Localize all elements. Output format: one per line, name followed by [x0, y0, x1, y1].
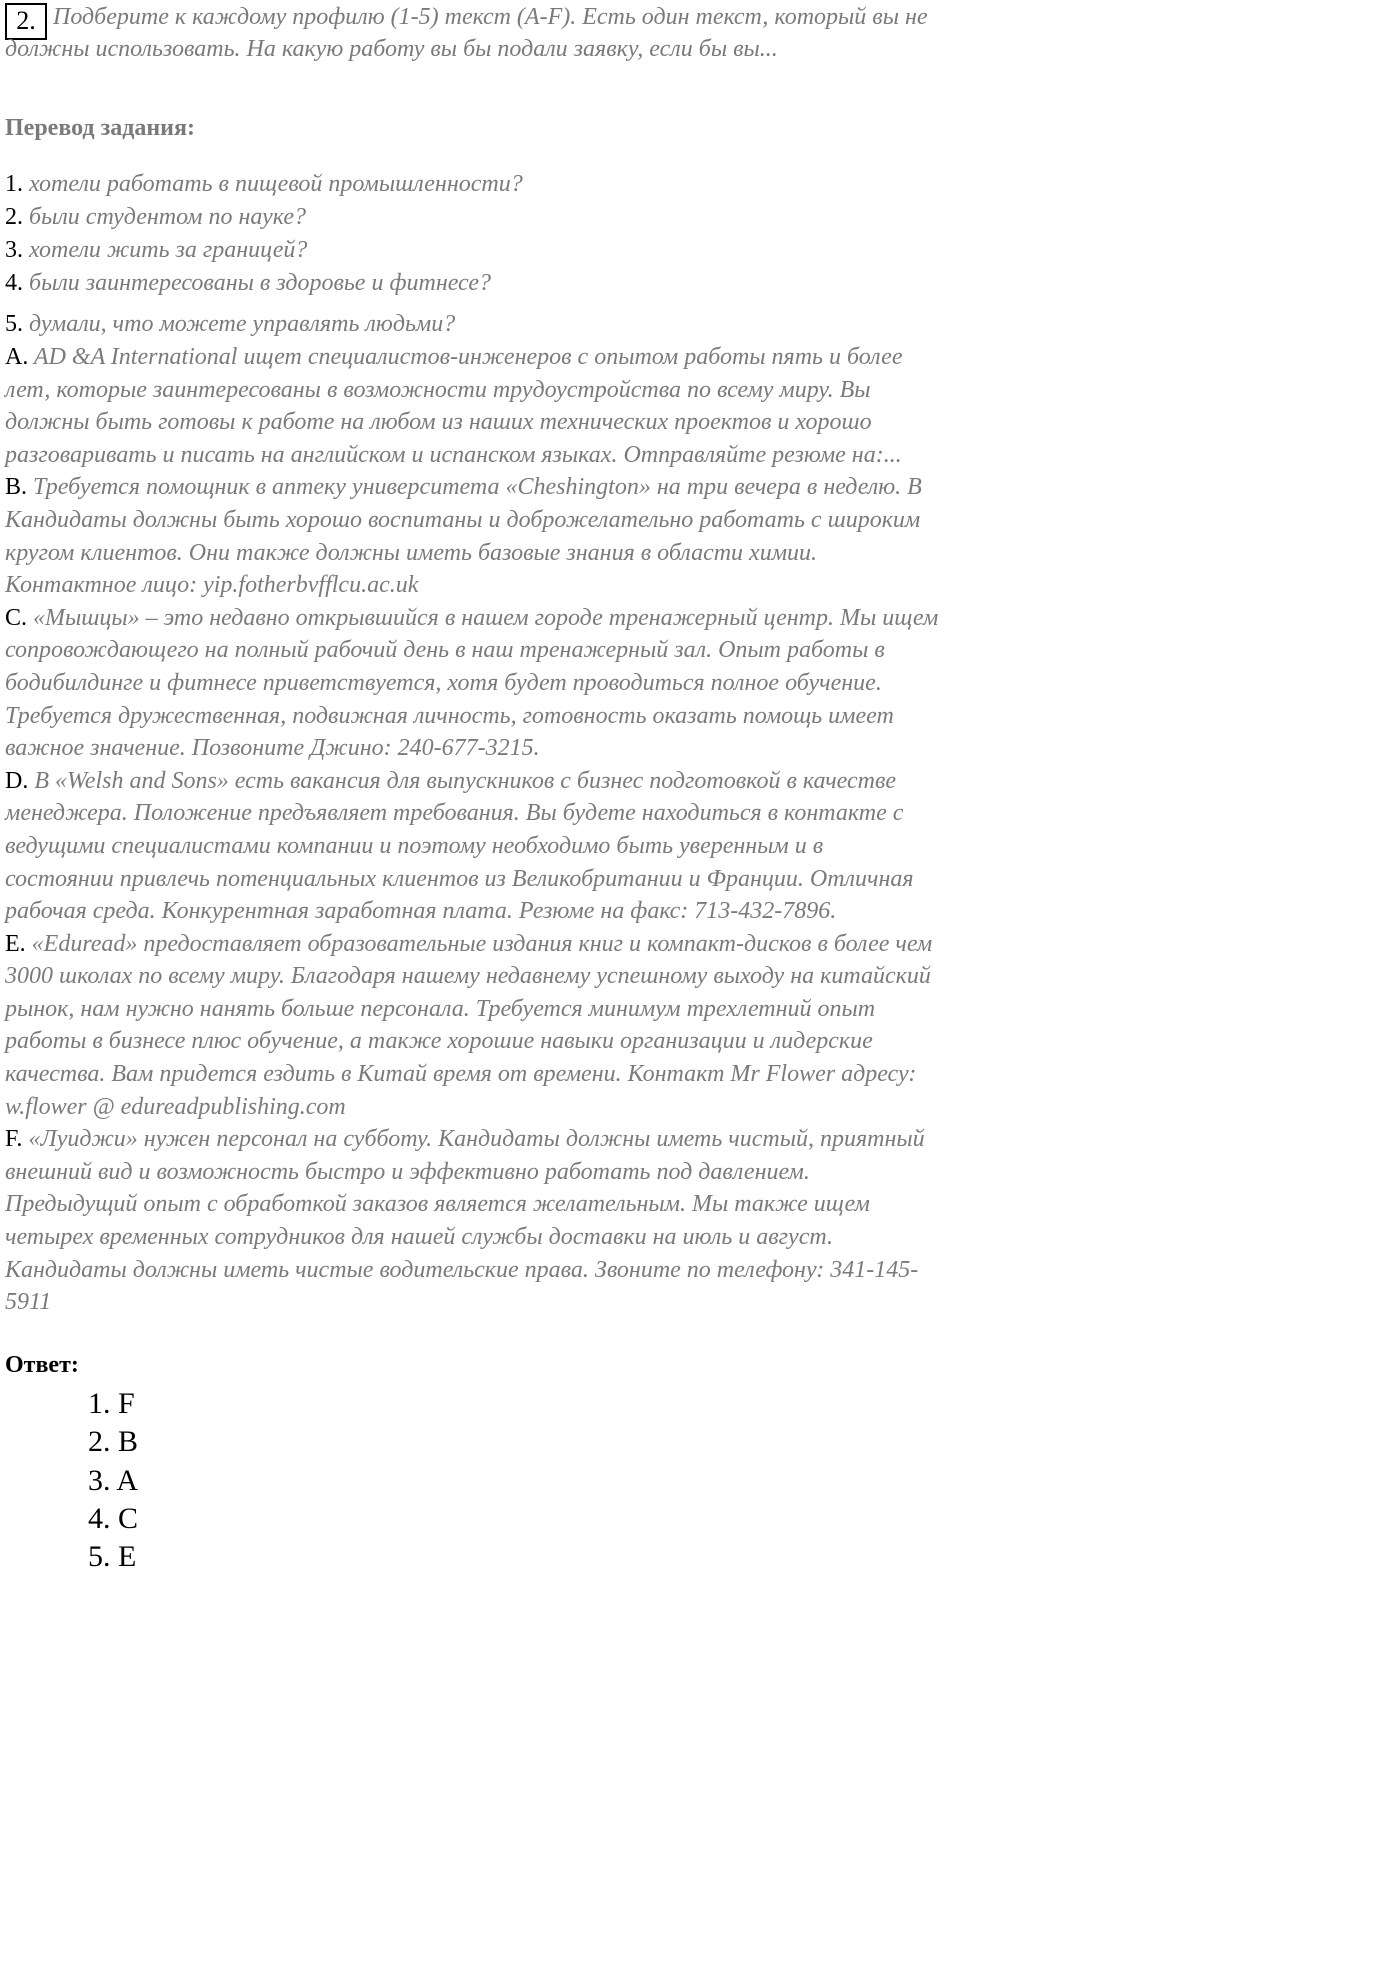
- ad-line: важное значение. Позвоните Джино: 240-677-3215.: [5, 735, 540, 762]
- ad-line: 5911: [5, 1289, 52, 1316]
- answer-item: 5. E: [88, 1540, 137, 1574]
- question-item: [5, 234, 1109, 267]
- ad-line: рабочая среда. Конкурентная заработная плата. Резюме на факс: 713-432-7896.: [5, 898, 837, 925]
- ad-line: сопровождающего на полный рабочий день в наш тренажерный зал. Опыт работы в: [5, 637, 885, 664]
- ad-line: рынок, нам нужно нанять больше персонала. Требуется минимум трехлетний опыт: [5, 995, 876, 1022]
- ad-line: Требуется дружественная, подвижная личность, готовность оказать помощь имеет: [5, 702, 894, 729]
- ad-text: AD &A International ищет специалистов-инженеров с опытом работы пять и более: [33, 344, 903, 370]
- question-number: 3.: [5, 237, 23, 263]
- ad-line: Предыдущий опыт с обработкой заказов является желательным. Мы также ищем: [5, 1191, 870, 1218]
- ad-letter: C.: [5, 604, 28, 631]
- ad-text: «Луиджи» нужен персонал на субботу. Кандидаты должны иметь чистый, приятный: [28, 1126, 925, 1153]
- task-instruction-line-2: должны использовать. На какую работу вы бы подали заявку, если бы вы...: [5, 36, 778, 62]
- ad-line: внешний вид и возможность быстро и эффективно работать под давлением.: [5, 1158, 810, 1185]
- ad-line: разговаривать и писать на английском и испанском языках. Отправляйте резюме на:...: [5, 441, 902, 468]
- job-ad-c: [5, 602, 1109, 765]
- ad-line: Кандидаты должны быть хорошо воспитаны и доброжелательно работать с широким: [5, 506, 921, 533]
- job-ad-e: [5, 928, 1109, 1124]
- question-text: были заинтересованы в здоровье и фитнесе?: [29, 270, 492, 296]
- ad-line: кругом клиентов. Они также должны иметь базовые знания в области химии.: [5, 539, 818, 566]
- question-list: [5, 168, 1109, 341]
- answer-title: Ответ:: [5, 1351, 79, 1378]
- ad-text: Требуется помощник в аптеку университета «Cheshington» на три вечера в неделю. В: [33, 474, 922, 501]
- ad-line: качества. Вам придется ездить в Китай время от времени. Контакт Mr Flower адресу:: [5, 1061, 917, 1088]
- job-ad-b: [5, 471, 1109, 601]
- ad-letter: B.: [5, 474, 28, 501]
- ad-line: ведущими специалистами компании и поэтому необходимо быть уверенным и в: [5, 832, 824, 859]
- ad-line: [5, 765, 1109, 798]
- job-ads: [5, 341, 1109, 1319]
- question-number: 2.: [5, 204, 23, 230]
- ad-line: [5, 341, 1109, 374]
- ad-line: [5, 602, 1109, 635]
- ad-line: менеджера. Положение предъявляет требования. Вы будете находиться в контакте с: [5, 800, 904, 827]
- task-instruction-line-1: Подберите к каждому профилю (1-5) текст (A-F). Есть один текст, который вы не: [53, 4, 928, 30]
- ad-line: должны быть готовы к работе на любом из наших технических проектов и хорошо: [5, 409, 872, 436]
- task-number-box: 2.: [5, 3, 47, 40]
- ad-line: лет, которые заинтересованы в возможности трудоустройства по всему миру. Вы: [5, 376, 871, 403]
- question-item: [5, 267, 1109, 300]
- ad-line: [5, 1123, 1109, 1156]
- ad-line: четырех временных сотрудников для нашей службы доставки на июль и август.: [5, 1224, 833, 1251]
- ad-letter: D.: [5, 767, 29, 794]
- ad-text: «Eduread» предоставляет образовательные издания книг и компакт-дисков в более чем: [31, 930, 933, 957]
- answer-list: [88, 1385, 1109, 1577]
- job-ad-a: [5, 341, 1109, 471]
- ad-text: В «Welsh and Sons» есть вакансия для выпускников с бизнес подготовкой в качестве: [34, 767, 897, 794]
- ad-line: работы в бизнесе плюс обучение, а также хорошие навыки организации и лидерские: [5, 1028, 873, 1055]
- ad-letter: E.: [5, 930, 26, 957]
- ad-line: [5, 471, 1109, 504]
- task-header: [5, 0, 1109, 66]
- question-item: [5, 308, 1109, 341]
- job-ad-d: [5, 765, 1109, 928]
- ad-line: 3000 школах по всему миру. Благодаря нашему недавнему успешному выходу на китайский: [5, 963, 931, 990]
- question-item: [5, 201, 1109, 234]
- ad-line: w.flower @ edureadpublishing.com: [5, 1093, 346, 1120]
- ad-text: «Мышцы» – это недавно открывшийся в нашем городе тренажерный центр. Мы ищем: [33, 604, 939, 631]
- question-number: 1.: [5, 171, 23, 197]
- question-number: 5.: [5, 311, 23, 337]
- ad-letter: A.: [5, 344, 29, 370]
- question-text: хотели жить за границей?: [29, 237, 308, 263]
- answer-item: 2. B: [88, 1425, 139, 1459]
- ad-line: состоянии привлечь потенциальных клиентов из Великобритании и Франции. Отличная: [5, 865, 914, 892]
- job-ad-f: [5, 1123, 1109, 1319]
- question-text: хотели работать в пищевой промышленности?: [29, 171, 523, 197]
- answer-item: 4. C: [88, 1502, 139, 1536]
- document-page: [5, 0, 1109, 1577]
- answer-item: 1. F: [88, 1386, 135, 1420]
- question-item: [5, 168, 1109, 201]
- answer-item: 3. A: [88, 1463, 139, 1497]
- ad-line: Контактное лицо: yip.fotherbvfflcu.ac.uk: [5, 572, 419, 599]
- ad-line: Кандидаты должны иметь чистые водительские права. Звоните по телефону: 341-145-: [5, 1256, 919, 1283]
- question-number: 4.: [5, 270, 23, 296]
- ad-line: [5, 928, 1109, 961]
- question-text: были студентом по науке?: [29, 204, 307, 230]
- ad-line: бодибилдинге и фитнесе приветствуется, хотя будет проводиться полное обучение.: [5, 669, 882, 696]
- translation-title: Перевод задания:: [5, 115, 195, 141]
- question-text: думали, что можете управлять людьми?: [29, 311, 456, 337]
- ad-letter: F.: [5, 1126, 23, 1153]
